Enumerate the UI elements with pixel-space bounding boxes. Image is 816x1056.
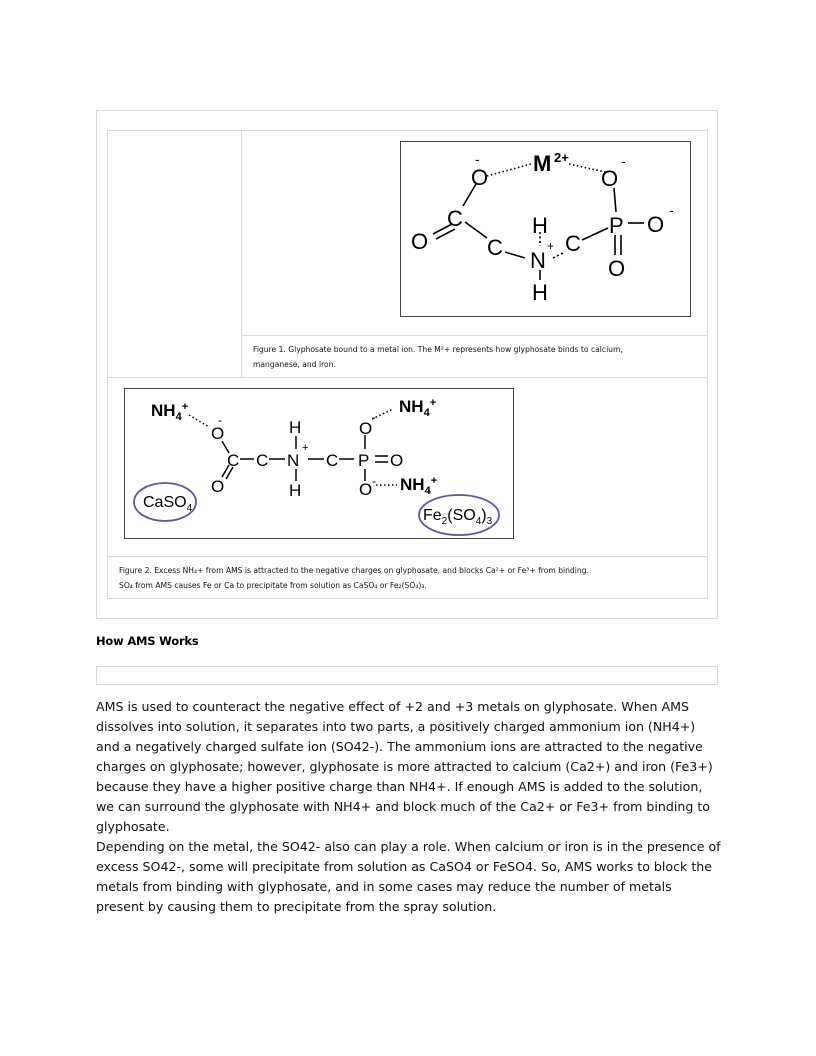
fig1-bond-o-p xyxy=(614,188,616,212)
fig1-o-left-charge: - xyxy=(475,151,480,167)
figure1-caption-line2: manganese, and iron. xyxy=(253,360,336,369)
fig2-o-upper-p-charge: - xyxy=(372,410,376,424)
fig1-o-p-right: O xyxy=(647,212,665,237)
figure1-svg xyxy=(401,142,690,316)
fig1-h-bottom: H xyxy=(532,280,548,305)
fig1-c-carboxyl: C xyxy=(447,206,463,231)
fig2-c2: C xyxy=(256,451,269,470)
figure1-glyphosate-metal-diagram xyxy=(400,141,691,317)
paragraph-2: Depending on the metal, the SO42- also can play a role. When calcium or iron is in the presence of excess SO42-, some will precipitate from solution as CaSO4 or FeSO4. So, AMS works to block the metals from binding with glyphosate, and in some cases may reduce the number of metals present by causing them to precipitate from the spray solution. xyxy=(96,839,721,914)
fig1-metal-charge: 2+ xyxy=(554,150,569,165)
fig2-o-upper-p: O xyxy=(359,419,373,438)
fig1-o-p-right-charge: - xyxy=(669,202,674,218)
fig2-h-top: H xyxy=(289,418,302,437)
figure1-caption xyxy=(253,342,703,372)
fig2-o-top-charge: - xyxy=(218,413,222,427)
fig1-o-double: O xyxy=(411,229,429,254)
section-heading: How AMS Works xyxy=(96,634,199,648)
fig2-nh4-left: $NH_4^+$ xyxy=(151,401,189,423)
fig2-dotted-nh4-left xyxy=(189,415,209,427)
figure2-ams-glyphosate-diagram xyxy=(124,388,514,539)
fig1-o-right-charge: - xyxy=(621,153,626,169)
fig1-metal: M xyxy=(533,151,552,176)
figure2-caption xyxy=(119,563,704,593)
fig2-o-eq: O xyxy=(390,451,404,470)
figure2-svg xyxy=(125,389,513,538)
figure2-caption-line1: Figure 2. Excess NH₄+ from AMS is attracted to the negative charges on glyphosate, and blocks Ca²+ or Fe³+ from binding. xyxy=(119,566,589,575)
fig1-h-top: H xyxy=(532,213,548,238)
fig1-bond-c-c xyxy=(465,222,487,238)
fig1-dotted-bond-left xyxy=(487,164,531,176)
fig2-o-top: O xyxy=(211,424,225,443)
fig2-caso4: CaSO$_4$ xyxy=(143,494,193,514)
fig1-c-alpha: C xyxy=(487,235,503,260)
fig2-fe2so43: $Fe_2(SO_4)_3$ xyxy=(423,507,493,527)
fig1-c-methyl: C xyxy=(565,231,581,256)
figure2-caption-line2: SO₄ from AMS causes Fe or Ca to precipitate from solution as CaSO₄ or Fe₂(SO₄)₃. xyxy=(119,581,427,590)
body-text xyxy=(96,697,722,917)
fig1-n: N xyxy=(530,248,546,273)
fig2-o-double: O xyxy=(211,477,225,496)
fig2-o-lower-p: O xyxy=(359,480,373,499)
fig1-bond-c-n xyxy=(505,252,525,258)
empty-box xyxy=(96,666,718,685)
fig1-o-p-double: O xyxy=(608,256,626,281)
figure1-empty-left-cell xyxy=(107,130,242,378)
fig1-p: P xyxy=(609,213,624,238)
fig2-nh4-top-right: $NH_4^+$ xyxy=(399,397,437,419)
fig2-n-charge: + xyxy=(302,442,309,454)
figure1-caption-line1: Figure 1. Glyphosate bound to a metal ion. The M²+ represents how glyphosate binds to calcium, xyxy=(253,345,623,354)
fig2-p: P xyxy=(358,451,370,470)
fig2-nh4-bottom: $NH_4^+$ xyxy=(400,475,438,497)
fig2-c1: C xyxy=(227,451,240,470)
fig1-dotted-bond-right xyxy=(569,164,605,172)
fig1-bond-n-c xyxy=(553,252,565,258)
paragraph-1: AMS is used to counteract the negative effect of +2 and +3 metals on glyphosate. When AMS dissolves into solution, it separates into two parts, a positively charged ammonium ion (NH4+) and a negatively charged sulfate ion (SO42-). The ammonium ions are attracted to the negative charges on glyphosate; however, glyphosate is more attracted to calcium (Ca2+) and iron (Fe3+) because they have a higher positive charge than NH4+. If enough AMS is added to the solution, we can surround the glyphosate with NH4+ and block much of the Ca2+ or Fe3+ from binding to glyphosate. xyxy=(96,699,713,834)
fig2-n: N xyxy=(287,451,300,470)
fig2-o-lower-p-charge: - xyxy=(372,474,376,488)
fig1-n-charge: + xyxy=(547,239,555,253)
fig1-bond-c-p xyxy=(582,228,608,240)
fig1-o-right: O xyxy=(601,166,619,191)
fig1-o-left: O xyxy=(471,165,489,190)
fig2-h-bottom: H xyxy=(289,481,302,500)
fig2-c3: C xyxy=(326,451,339,470)
